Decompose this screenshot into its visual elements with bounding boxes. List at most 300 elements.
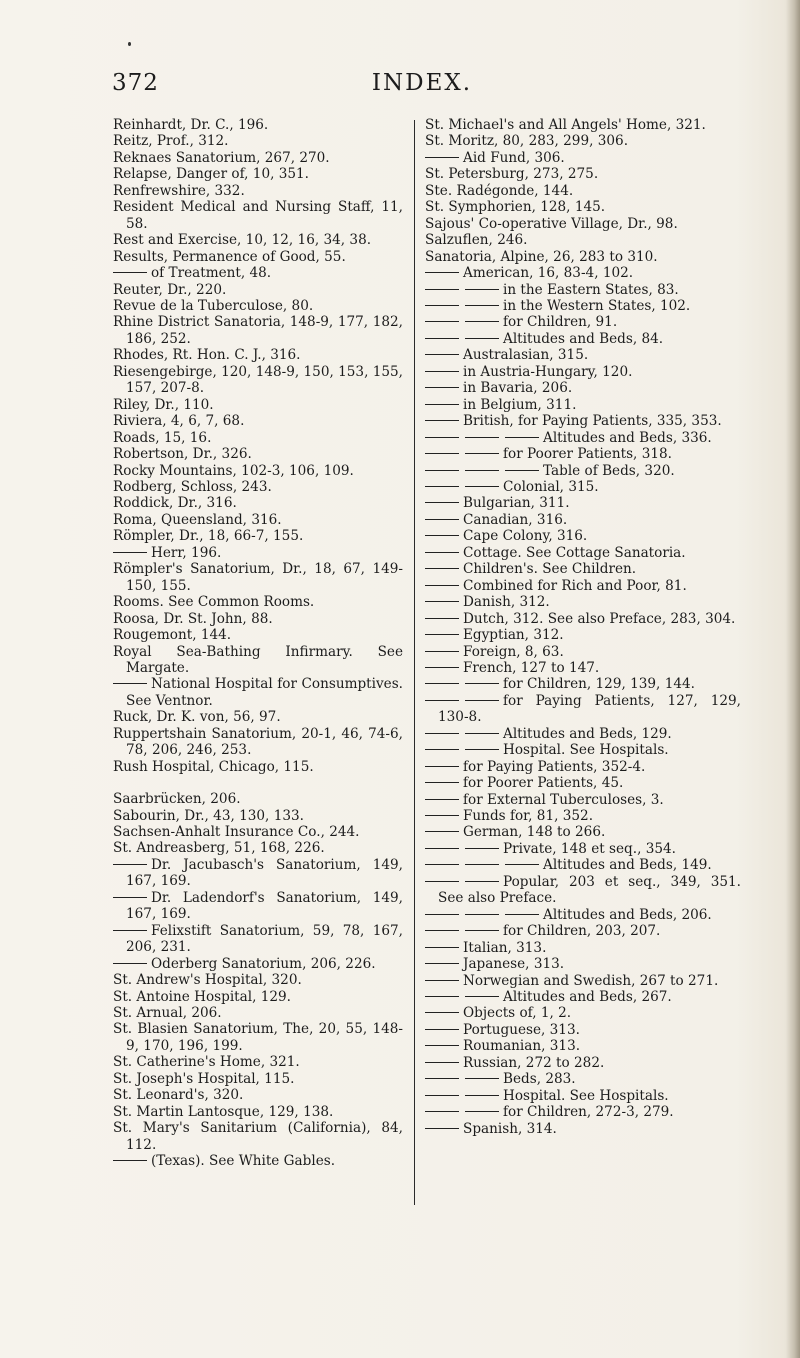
index-entry — [113, 956, 403, 972]
index-entry — [113, 561, 403, 594]
index-entry — [113, 528, 403, 544]
ditto-dash — [425, 914, 459, 915]
index-entry — [425, 479, 741, 495]
ditto-dash — [425, 1045, 459, 1046]
index-entry — [113, 545, 403, 561]
index-entry — [425, 1038, 741, 1054]
index-entry-text: Aid Fund, 306. — [463, 149, 565, 166]
ditto-dash — [113, 864, 147, 865]
ditto-dash — [425, 947, 459, 948]
index-entry-text: St. Petersburg, 273, 275. — [425, 166, 599, 183]
index-entry-text: in the Western States, 102. — [503, 297, 691, 314]
index-entry-text: St. Andrew's Hospital, 320. — [113, 972, 302, 989]
index-entry — [113, 364, 403, 397]
index-entry-text: Altitudes and Beds, 267. — [503, 989, 672, 1006]
ditto-dash — [465, 470, 499, 471]
ditto-dash — [425, 996, 459, 997]
index-entry-text: in Bavaria, 206. — [463, 380, 573, 397]
ditto-dash — [425, 782, 459, 783]
index-column-right — [425, 117, 741, 1137]
index-entry — [113, 1104, 403, 1120]
index-entry — [425, 841, 741, 857]
ditto-dash — [505, 864, 539, 865]
index-entry — [425, 282, 741, 298]
index-entry — [113, 709, 403, 725]
index-entry — [113, 150, 403, 166]
ditto-dash — [425, 552, 459, 553]
ditto-dash — [425, 486, 459, 487]
index-entry-text: Altitudes and Beds, 129. — [503, 725, 672, 742]
index-entry-text: Japanese, 313. — [463, 956, 565, 973]
index-entry-text: Objects of, 1, 2. — [463, 1005, 572, 1022]
ditto-dash — [425, 980, 459, 981]
index-entry-text: Norwegian and Swedish, 267 to 271. — [463, 972, 719, 989]
ditto-dash — [425, 568, 459, 569]
index-entry-text: St. Moritz, 80, 283, 299, 306. — [425, 133, 629, 150]
ditto-dash — [505, 914, 539, 915]
index-entry-text: Rhine District Sanatoria, 148-9, 177, 182, 186, 252. — [113, 314, 403, 347]
index-entry-text: Riesengebirge, 120, 148-9, 150, 153, 155, 157, 207-8. — [113, 363, 403, 397]
index-entry-text: St. Andreasberg, 51, 168, 226. — [113, 840, 325, 857]
index-entry — [113, 989, 403, 1005]
index-entry-text: Ruppertshain Sanatorium, 20-1, 46, 74-6, 78, 206, 246, 253. — [113, 725, 403, 759]
ditto-dash — [425, 1029, 459, 1030]
ditto-dash — [425, 1111, 459, 1112]
index-entry-text: Resident Medical and Nursing Staff, 11, 58. — [113, 199, 403, 232]
index-entry — [425, 792, 741, 808]
ditto-dash — [425, 618, 459, 619]
ditto-dash — [465, 289, 499, 290]
index-entry — [425, 166, 741, 182]
ditto-dash — [425, 700, 459, 701]
ditto-dash — [425, 371, 459, 372]
index-entry-text: Riviera, 4, 6, 7, 68. — [113, 413, 245, 430]
index-entry-text: for Children, 203, 207. — [503, 923, 661, 940]
ditto-dash — [425, 338, 459, 339]
ditto-dash — [425, 881, 459, 882]
index-entry-text: Robertson, Dr., 326. — [113, 446, 252, 463]
index-entry-text: Reknaes Sanatorium, 267, 270. — [113, 149, 330, 166]
index-entry-text: St. Symphorien, 128, 145. — [425, 199, 606, 216]
index-entry — [425, 314, 741, 330]
ditto-dash — [425, 799, 459, 800]
ditto-dash — [113, 897, 147, 898]
index-entry — [425, 133, 741, 149]
index-entry — [113, 314, 403, 347]
index-entry — [425, 199, 741, 215]
ditto-dash — [505, 437, 539, 438]
index-entry-text: Dr. Ladendorf's Sanatorium, 149, 167, 169. — [126, 889, 403, 923]
index-entry — [113, 1021, 403, 1054]
index-entry — [425, 463, 741, 479]
ink-speck — [128, 42, 131, 46]
index-entry — [425, 578, 741, 594]
ditto-dash — [425, 272, 459, 273]
index-entry-text: Ruck, Dr. K. von, 56, 97. — [113, 709, 281, 726]
index-entry — [425, 117, 741, 133]
index-entry-text: Riley, Dr., 110. — [113, 396, 214, 413]
index-entry — [113, 512, 403, 528]
index-entry — [425, 808, 741, 824]
index-entry-text: Results, Permanence of Good, 55. — [113, 248, 346, 265]
index-entry-text: Sajous' Co-operative Village, Dr., 98. — [425, 215, 678, 232]
index-entry — [113, 446, 403, 462]
index-entry — [425, 611, 741, 627]
index-entry — [113, 759, 403, 775]
index-entry-text: Cottage. See Cottage Sanatoria. — [463, 544, 686, 561]
index-entry — [113, 644, 403, 677]
ditto-dash — [425, 963, 459, 964]
ditto-dash — [425, 585, 459, 586]
ditto-dash — [425, 519, 459, 520]
index-entry-text: Hospital. See Hospitals. — [503, 742, 669, 759]
page-number: 372 — [112, 70, 159, 96]
index-entry-text: Sabourin, Dr., 43, 130, 133. — [113, 807, 304, 824]
index-entry — [425, 430, 741, 446]
index-entry-text: German, 148 to 266. — [463, 824, 606, 841]
ditto-dash — [465, 733, 499, 734]
index-entry — [425, 545, 741, 561]
index-entry — [425, 397, 741, 413]
index-entry-text: Italian, 313. — [463, 939, 547, 956]
ditto-dash — [465, 930, 499, 931]
index-entry-text: Popular, 203 et seq., 349, 351. See also Preface. — [438, 873, 741, 907]
index-entry — [425, 331, 741, 347]
index-entry-text: St. Martin Lantosque, 129, 138. — [113, 1103, 334, 1120]
index-entry — [113, 890, 403, 923]
index-entry — [113, 265, 403, 281]
index-entry-text: in the Eastern States, 83. — [503, 281, 679, 298]
ditto-dash — [425, 437, 459, 438]
index-entry-text: Altitudes and Beds, 336. — [543, 429, 712, 446]
index-entry-text: Saarbrücken, 206. — [113, 791, 241, 808]
index-entry-text: Sanatoria, Alpine, 26, 283 to 310. — [425, 248, 658, 265]
ditto-dash — [425, 354, 459, 355]
index-entry — [425, 874, 741, 907]
index-entry — [425, 973, 741, 989]
index-entry — [425, 413, 741, 429]
index-entry-text: Roma, Queensland, 316. — [113, 511, 282, 528]
ditto-dash — [465, 996, 499, 997]
ditto-dash — [113, 963, 147, 964]
index-entry-text: Altitudes and Beds, 149. — [543, 857, 712, 874]
index-entry — [113, 249, 403, 265]
index-entry-text: Roads, 15, 16. — [113, 429, 212, 446]
index-entry — [425, 923, 741, 939]
index-entry-text: Combined for Rich and Poor, 81. — [463, 577, 687, 594]
index-entry — [113, 1005, 403, 1021]
index-entry-text: Russian, 272 to 282. — [463, 1054, 605, 1071]
ditto-dash — [113, 683, 147, 684]
index-entry — [113, 923, 403, 956]
index-entry-text: Hospital. See Hospitals. — [503, 1087, 669, 1104]
index-entry — [113, 413, 403, 429]
ditto-dash — [425, 470, 459, 471]
index-entry — [113, 1054, 403, 1070]
index-entry-text: National Hospital for Consumptives. See Ventnor. — [126, 676, 403, 709]
index-entry-text: Rush Hospital, Chicago, 115. — [113, 758, 314, 775]
index-entry-text: Herr, 196. — [151, 544, 222, 561]
index-entry — [425, 446, 741, 462]
ditto-dash — [465, 321, 499, 322]
index-entry — [425, 775, 741, 791]
ditto-dash — [465, 486, 499, 487]
index-entry-text: Römpler, Dr., 18, 66-7, 155. — [113, 528, 304, 545]
index-entry-text: Altitudes and Beds, 206. — [543, 906, 712, 923]
index-entry-text: Cape Colony, 316. — [463, 528, 588, 545]
index-entry-text: Dr. Jacubasch's Sanatorium, 149, 167, 169. — [126, 856, 403, 890]
ditto-dash — [425, 1012, 459, 1013]
ditto-dash — [425, 930, 459, 931]
index-entry — [113, 1120, 403, 1153]
index-entry — [425, 183, 741, 199]
ditto-dash — [425, 1078, 459, 1079]
index-entry — [113, 1087, 403, 1103]
index-entry-text: American, 16, 83-4, 102. — [463, 265, 634, 282]
index-entry-text: Reinhardt, Dr. C., 196. — [113, 117, 269, 133]
index-entry-text: Renfrewshire, 332. — [113, 182, 245, 199]
ditto-dash — [465, 305, 499, 306]
ditto-dash — [425, 601, 459, 602]
ditto-dash — [425, 634, 459, 635]
ditto-dash — [425, 157, 459, 158]
index-entry — [425, 1104, 741, 1120]
index-entry — [113, 397, 403, 413]
index-entry — [425, 857, 741, 873]
index-entry — [113, 463, 403, 479]
index-entry-text: for Poorer Patients, 45. — [463, 775, 624, 792]
index-entry-text: (Texas). See White Gables. — [151, 1153, 336, 1170]
index-entry-text: French, 127 to 147. — [463, 659, 600, 676]
index-entry-text: St. Mary's Sanitarium (California), 84, 112. — [113, 1120, 403, 1153]
index-entry-text: for Children, 91. — [503, 314, 618, 331]
index-entry-text: in Belgium, 311. — [463, 396, 577, 413]
ditto-dash — [465, 914, 499, 915]
index-entry — [425, 265, 741, 281]
ditto-dash — [425, 848, 459, 849]
index-entry — [425, 594, 741, 610]
index-entry-text: Egyptian, 312. — [463, 627, 564, 644]
index-column-left — [113, 117, 403, 1170]
index-entry-text: Table of Beds, 320. — [543, 462, 675, 479]
index-entry — [113, 199, 403, 232]
index-entry — [425, 298, 741, 314]
page-header — [112, 70, 732, 100]
index-entry-text: St. Joseph's Hospital, 115. — [113, 1070, 295, 1087]
index-entry — [425, 1005, 741, 1021]
ditto-dash — [425, 404, 459, 405]
ditto-dash — [113, 272, 147, 273]
index-entry-text: Roddick, Dr., 316. — [113, 495, 237, 512]
index-entry-text: Römpler's Sanatorium, Dr., 18, 67, 149-150, 155. — [113, 561, 403, 594]
index-entry — [425, 627, 741, 643]
index-entry — [425, 660, 741, 676]
column-divider — [414, 120, 415, 1205]
ditto-dash — [425, 321, 459, 322]
ditto-dash — [425, 289, 459, 290]
ditto-dash — [113, 930, 147, 931]
index-entry — [425, 726, 741, 742]
index-entry — [425, 364, 741, 380]
index-entry-text: in Austria-Hungary, 120. — [463, 363, 633, 380]
index-entry — [425, 216, 741, 232]
index-entry — [425, 956, 741, 972]
ditto-dash — [425, 1095, 459, 1096]
index-entry — [425, 150, 741, 166]
ditto-dash — [425, 831, 459, 832]
ditto-dash — [425, 815, 459, 816]
ditto-dash — [465, 338, 499, 339]
index-entry — [425, 380, 741, 396]
index-entry — [113, 183, 403, 199]
index-entry-text: British, for Paying Patients, 335, 353. — [463, 413, 722, 430]
ditto-dash — [465, 881, 499, 882]
index-entry — [113, 347, 403, 363]
index-entry-text: for Paying Patients, 127, 129, 130-8. — [438, 692, 741, 726]
index-entry — [113, 808, 403, 824]
index-entry — [113, 676, 403, 709]
index-entry — [113, 166, 403, 182]
index-entry-text: Funds for, 81, 352. — [463, 808, 594, 825]
index-entry — [425, 940, 741, 956]
ditto-dash — [425, 733, 459, 734]
index-entry-text: Rooms. See Common Rooms. — [113, 594, 315, 611]
ditto-dash — [465, 1095, 499, 1096]
index-entry — [425, 1121, 741, 1137]
index-entry — [425, 561, 741, 577]
index-entry-text: Bulgarian, 311. — [463, 495, 570, 512]
ditto-dash — [425, 1062, 459, 1063]
index-entry-text: Revue de la Tuberculose, 80. — [113, 297, 314, 314]
index-entry — [113, 791, 403, 807]
index-entry-text: Canadian, 316. — [463, 511, 568, 528]
index-entry — [113, 282, 403, 298]
index-entry — [425, 693, 741, 726]
index-entry — [113, 232, 403, 248]
ditto-dash — [465, 864, 499, 865]
ditto-dash — [465, 437, 499, 438]
index-entry-text: St. Arnual, 206. — [113, 1005, 222, 1022]
page-edge-shadow — [786, 0, 800, 1358]
section-gap — [113, 775, 403, 791]
index-entry-text: Danish, 312. — [463, 594, 550, 611]
index-entry-text: Altitudes and Beds, 84. — [503, 330, 664, 347]
ditto-dash — [425, 683, 459, 684]
ditto-dash — [425, 535, 459, 536]
index-entry — [425, 989, 741, 1005]
ditto-dash — [425, 1128, 459, 1129]
index-entry-text: Relapse, Danger of, 10, 351. — [113, 166, 310, 183]
index-entry — [425, 759, 741, 775]
ditto-dash — [465, 1111, 499, 1112]
index-entry — [425, 1088, 741, 1104]
index-entry-text: Private, 148 et seq., 354. — [503, 840, 676, 857]
ditto-dash — [505, 470, 539, 471]
ditto-dash — [425, 453, 459, 454]
ditto-dash — [465, 700, 499, 701]
index-entry — [425, 907, 741, 923]
index-entry — [113, 1153, 403, 1169]
ditto-dash — [425, 387, 459, 388]
index-entry — [425, 528, 741, 544]
index-entry — [113, 1071, 403, 1087]
index-entry — [425, 824, 741, 840]
index-entry — [425, 676, 741, 692]
index-entry — [425, 644, 741, 660]
ditto-dash — [465, 1078, 499, 1079]
index-entry-text: for Paying Patients, 352-4. — [463, 758, 646, 775]
index-entry-text: of Treatment, 48. — [151, 265, 272, 282]
index-entry-text: Roumanian, 313. — [463, 1038, 581, 1055]
ditto-dash — [425, 651, 459, 652]
index-entry — [113, 430, 403, 446]
index-entry-text: Sachsen-Anhalt Insurance Co., 244. — [113, 824, 360, 841]
index-entry — [113, 627, 403, 643]
ditto-dash — [113, 552, 147, 553]
index-entry — [113, 117, 403, 133]
index-entry — [425, 249, 741, 265]
index-entry — [113, 298, 403, 314]
index-entry — [113, 479, 403, 495]
index-entry — [425, 1022, 741, 1038]
index-entry-text: Rocky Mountains, 102-3, 106, 109. — [113, 462, 354, 479]
index-entry-text: St. Blasien Sanatorium, The, 20, 55, 148-9, 170, 196, 199. — [113, 1021, 403, 1054]
ditto-dash — [425, 420, 459, 421]
index-entry — [113, 857, 403, 890]
index-entry-text: Reitz, Prof., 312. — [113, 133, 229, 150]
ditto-dash — [425, 749, 459, 750]
index-entry-text: for Children, 129, 139, 144. — [503, 676, 695, 693]
index-entry-text: Oderberg Sanatorium, 206, 226. — [151, 955, 376, 972]
ditto-dash — [465, 453, 499, 454]
index-entry — [113, 840, 403, 856]
index-entry-text: St. Michael's and All Angels' Home, 321. — [425, 117, 706, 133]
running-title: INDEX. — [371, 70, 473, 96]
index-entry-text: Royal Sea-Bathing Infirmary. See Margate. — [113, 643, 403, 676]
index-entry-text: Ste. Radégonde, 144. — [425, 182, 574, 199]
index-entry-text: Children's. See Children. — [463, 561, 637, 578]
index-entry-text: Rodberg, Schloss, 243. — [113, 478, 272, 495]
index-entry-text: Rest and Exercise, 10, 12, 16, 34, 38. — [113, 232, 372, 249]
index-entry-text: for Poorer Patients, 318. — [503, 446, 672, 463]
index-entry — [113, 726, 403, 759]
index-entry-text: Dutch, 312. See also Preface, 283, 304. — [463, 610, 736, 627]
index-entry — [113, 495, 403, 511]
index-entry-text: Rougemont, 144. — [113, 627, 232, 644]
index-entry-text: Colonial, 315. — [503, 478, 599, 495]
index-entry — [425, 347, 741, 363]
index-entry — [113, 133, 403, 149]
index-entry-text: Felixstift Sanatorium, 59, 78, 167, 206, 231. — [126, 922, 403, 956]
ditto-dash — [425, 305, 459, 306]
index-entry — [425, 512, 741, 528]
index-entry-text: Foreign, 8, 63. — [463, 643, 564, 660]
index-entry — [425, 232, 741, 248]
index-entry — [425, 1071, 741, 1087]
ditto-dash — [113, 1160, 147, 1161]
index-entry-text: St. Antoine Hospital, 129. — [113, 988, 291, 1005]
index-entry — [425, 742, 741, 758]
index-entry-text: Salzuflen, 246. — [425, 232, 528, 249]
index-entry-text: for External Tuberculoses, 3. — [463, 791, 664, 808]
index-entry-text: Portuguese, 313. — [463, 1021, 580, 1038]
index-entry-text: St. Leonard's, 320. — [113, 1087, 244, 1104]
index-entry — [113, 594, 403, 610]
index-entry — [113, 824, 403, 840]
ditto-dash — [465, 848, 499, 849]
index-entry-text: Australasian, 315. — [463, 347, 589, 364]
ditto-dash — [425, 667, 459, 668]
